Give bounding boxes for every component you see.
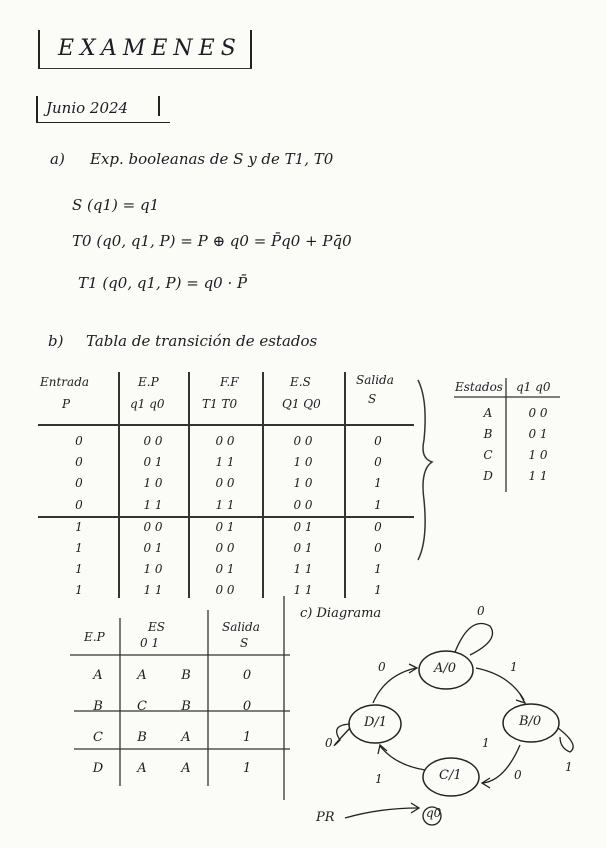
- label-extra: 1: [482, 736, 490, 750]
- table-cell: A: [483, 405, 493, 420]
- table-cell: 1 0: [143, 561, 163, 576]
- table-cell: 1 1: [215, 454, 235, 469]
- table-cell: C: [137, 699, 147, 714]
- table-cell: 0 0: [215, 475, 235, 490]
- table-cell: 1 0: [293, 454, 313, 469]
- hdr-ff-sub: T1 T0: [202, 397, 238, 411]
- equation-s: S (q1) = q1: [72, 196, 160, 214]
- arrow-a-self: [455, 623, 493, 655]
- table-cell: 0: [242, 699, 252, 714]
- table-cell: 0 0: [215, 540, 235, 555]
- hdr-entrada: Entrada: [40, 375, 90, 389]
- table2-hdr-salida-sub: S: [240, 636, 249, 650]
- table-cell: 0 1: [143, 454, 163, 469]
- hdr-salida: Salida: [356, 373, 394, 387]
- table-cell: B: [483, 426, 493, 441]
- state-c-label: C/1: [439, 768, 462, 783]
- table-row: [470, 423, 570, 444]
- hdr-ff: F.F: [220, 375, 239, 389]
- table-cell: B: [181, 699, 191, 714]
- table-cell: 1: [374, 582, 382, 597]
- state-b-label: B/0: [519, 714, 542, 729]
- table-cell: 1 0: [528, 447, 548, 462]
- label-reset: PR: [316, 810, 335, 825]
- table-cell: 0 1: [143, 540, 163, 555]
- table-cell: 1: [242, 761, 252, 776]
- table-row: [470, 444, 570, 465]
- table-cell: 1: [374, 561, 382, 576]
- table-row: [76, 660, 286, 691]
- table-cell: A: [181, 730, 191, 745]
- table-cell: 1: [75, 540, 83, 555]
- state-a-label: A/0: [434, 661, 457, 676]
- states-table: [470, 402, 570, 486]
- hdr-salida-sub: S: [368, 392, 377, 406]
- table-row: [76, 691, 286, 722]
- section-a-heading: Exp. booleanas de S y de T1, T0: [90, 150, 334, 168]
- equation-t0: T0 (q0, q1, P) = P ⊕ q0 = P̄q0 + Pq̄0: [72, 232, 352, 250]
- table-cell: A: [93, 668, 103, 683]
- label-a-to-b: 1: [510, 660, 518, 674]
- table-cell: A: [137, 761, 147, 776]
- arrow-b-self: [558, 728, 573, 752]
- hdr-entrada-sub: P: [62, 397, 71, 411]
- label-b-self: 1: [565, 760, 573, 774]
- states-hdr-q: q1 q0: [516, 380, 551, 394]
- table-cell: 0: [75, 497, 83, 512]
- section-b-label: b): [48, 332, 64, 350]
- section-b-heading: Tabla de transición de estados: [86, 332, 318, 350]
- table-cell: 1 0: [293, 475, 313, 490]
- table2-hdr-es: ES: [148, 620, 165, 634]
- table-cell: 1: [374, 497, 382, 512]
- label-b-to-c: 0: [514, 768, 522, 782]
- label-d-self: 0: [325, 736, 333, 750]
- equation-t1: T1 (q0, q1, P) = q0 · P̄: [78, 274, 248, 292]
- table-cell: 1: [75, 582, 83, 597]
- table-cell: 0 0: [143, 433, 163, 448]
- table2-hdr-salida: Salida: [222, 620, 260, 634]
- table-cell: 0: [242, 668, 252, 683]
- table-cell: 0 1: [215, 519, 235, 534]
- states-hdr-estados: Estados: [455, 380, 503, 394]
- table-cell: 1: [75, 519, 83, 534]
- table-cell: 0 1: [293, 540, 313, 555]
- arrow-d-self: [334, 724, 350, 745]
- table-cell: 0: [75, 433, 83, 448]
- table-cell: 0 0: [293, 433, 313, 448]
- table-cell: 1: [75, 561, 83, 576]
- arrow-c-to-d: [380, 746, 425, 770]
- page-title: EXAMENES: [58, 36, 242, 61]
- state-d-label: D/1: [364, 715, 388, 730]
- state-table2: [76, 660, 286, 784]
- table-cell: 1: [242, 730, 252, 745]
- table-cell: 1: [374, 475, 382, 490]
- table-cell: 1 1: [293, 561, 313, 576]
- label-reset-target: q0: [426, 806, 442, 820]
- table-cell: A: [137, 668, 147, 683]
- section-a-label: a): [50, 150, 65, 168]
- table-cell: A: [181, 761, 191, 776]
- arrow-reset: [345, 808, 418, 818]
- label-a-self: 0: [477, 604, 485, 618]
- table-cell: 0: [374, 519, 382, 534]
- table-row: [470, 402, 570, 423]
- label-c-to-d: 1: [375, 772, 383, 786]
- table-cell: 1 0: [143, 475, 163, 490]
- table-cell: B: [181, 668, 191, 683]
- table-cell: 0 1: [528, 426, 548, 441]
- table-row: [76, 753, 286, 784]
- table-cell: 1 1: [143, 497, 163, 512]
- table-cell: 0 0: [143, 519, 163, 534]
- table-row: [76, 722, 286, 753]
- table-cell: 1 1: [143, 582, 163, 597]
- table-cell: 0: [374, 433, 382, 448]
- table-cell: D: [483, 468, 493, 483]
- table-cell: 0: [374, 540, 382, 555]
- subtitle: Junio 2024: [46, 99, 129, 117]
- table-cell: 0 0: [215, 582, 235, 597]
- table2-hdr-es-sub: 0 1: [140, 636, 160, 650]
- table-cell: 0: [374, 454, 382, 469]
- hdr-es-sub: Q1 Q0: [282, 397, 321, 411]
- table-cell: 1 1: [215, 497, 235, 512]
- table-cell: 0 0: [528, 405, 548, 420]
- table-row: [470, 465, 570, 486]
- table2-hdr-ep: E.P: [84, 630, 105, 644]
- hdr-es: E.S: [290, 375, 311, 389]
- table-cell: 0: [75, 454, 83, 469]
- table-cell: 0: [75, 475, 83, 490]
- table-cell: C: [93, 730, 103, 745]
- table-cell: 0 0: [215, 433, 235, 448]
- table-cell: D: [92, 761, 104, 776]
- table-cell: 0 0: [293, 497, 313, 512]
- table-cell: B: [137, 730, 147, 745]
- table-cell: 1 1: [528, 468, 548, 483]
- hdr-ep-sub: q1 q0: [130, 397, 165, 411]
- table-cell: B: [93, 699, 103, 714]
- table-cell: 1 1: [293, 582, 313, 597]
- label-d-to-a: 0: [378, 660, 386, 674]
- table-cell: 0 1: [293, 519, 313, 534]
- table-cell: 0 1: [215, 561, 235, 576]
- brace: [418, 380, 432, 560]
- table-cell: C: [483, 447, 493, 462]
- section-c-label: c) Diagrama: [300, 606, 382, 621]
- hdr-ep: E.P: [138, 375, 159, 389]
